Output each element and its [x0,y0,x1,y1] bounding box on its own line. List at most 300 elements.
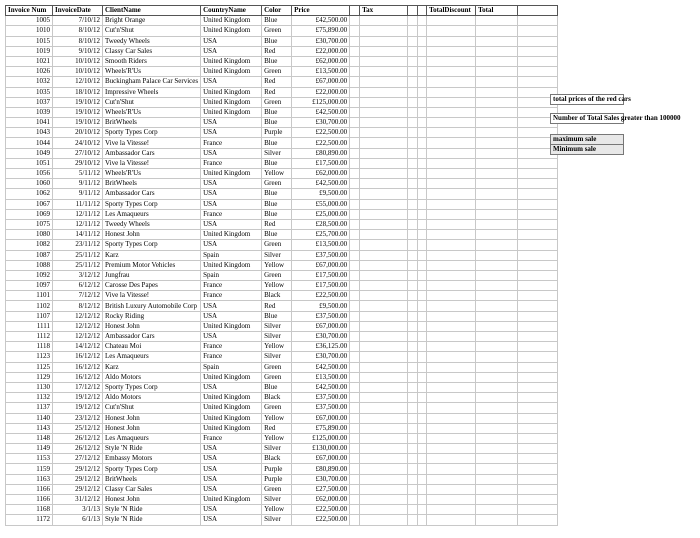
color-cell[interactable]: Red [262,219,292,229]
empty-cell[interactable] [408,332,418,342]
price-cell[interactable]: £9,500.00 [292,301,350,311]
empty-cell[interactable] [418,393,427,403]
empty-cell[interactable] [360,26,408,36]
empty-cell[interactable] [427,270,476,280]
empty-cell[interactable] [350,464,360,474]
invoice-date-cell[interactable]: 24/10/12 [53,138,103,148]
empty-cell[interactable] [476,433,518,443]
empty-cell[interactable] [360,260,408,270]
empty-cell[interactable] [518,230,558,240]
invoice-date-cell[interactable]: 12/11/12 [53,209,103,219]
empty-cell[interactable] [408,505,418,515]
empty-cell[interactable] [518,67,558,77]
header-invoice-num[interactable]: Invoice Num [6,6,53,16]
empty-cell[interactable] [418,46,427,56]
empty-cell[interactable] [418,423,427,433]
empty-cell[interactable] [418,209,427,219]
empty-cell[interactable] [518,362,558,372]
empty-cell[interactable] [408,97,418,107]
empty-cell[interactable] [360,67,408,77]
color-cell[interactable]: Blue [262,56,292,66]
client-name-cell[interactable]: Wheels'R'Us [103,107,201,117]
client-name-cell[interactable]: Classy Car Sales [103,46,201,56]
empty-cell[interactable] [418,413,427,423]
country-name-cell[interactable]: USA [201,128,262,138]
empty-cell[interactable] [418,189,427,199]
empty-cell[interactable] [518,393,558,403]
client-name-cell[interactable]: Tweedy Wheels [103,219,201,229]
empty-cell[interactable] [350,46,360,56]
country-name-cell[interactable]: United Kingdom [201,16,262,26]
empty-cell[interactable] [476,26,518,36]
invoice-number-cell[interactable]: 1075 [6,219,53,229]
header-total[interactable]: Total [476,6,518,16]
header-client-name[interactable]: ClientName [103,6,201,16]
empty-cell[interactable] [408,515,418,525]
invoice-number-cell[interactable]: 1005 [6,16,53,26]
country-name-cell[interactable]: USA [201,179,262,189]
color-cell[interactable]: Blue [262,189,292,199]
empty-cell[interactable] [418,240,427,250]
empty-cell[interactable] [418,433,427,443]
empty-cell[interactable] [408,118,418,128]
invoice-number-cell[interactable]: 1129 [6,372,53,382]
empty-cell[interactable] [476,169,518,179]
empty-cell[interactable] [350,56,360,66]
empty-cell[interactable] [408,67,418,77]
empty-cell[interactable] [427,179,476,189]
price-cell[interactable]: £22,500.00 [292,291,350,301]
empty-cell[interactable] [427,46,476,56]
country-name-cell[interactable]: United Kingdom [201,260,262,270]
empty-cell[interactable] [408,321,418,331]
empty-cell[interactable] [418,6,427,16]
empty-cell[interactable] [427,97,476,107]
empty-cell[interactable] [476,209,518,219]
empty-cell[interactable] [427,240,476,250]
empty-cell[interactable] [476,46,518,56]
color-cell[interactable]: Silver [262,444,292,454]
empty-cell[interactable] [408,26,418,36]
color-cell[interactable]: Green [262,403,292,413]
invoice-date-cell[interactable]: 19/10/12 [53,107,103,117]
country-name-cell[interactable]: United Kingdom [201,26,262,36]
empty-cell[interactable] [518,301,558,311]
color-cell[interactable]: Silver [262,148,292,158]
empty-cell[interactable] [476,250,518,260]
empty-cell[interactable] [427,260,476,270]
price-cell[interactable]: £22,500.00 [292,505,350,515]
empty-cell[interactable] [518,46,558,56]
invoice-number-cell[interactable]: 1032 [6,77,53,87]
empty-cell[interactable] [476,515,518,525]
price-cell[interactable]: £42,500.00 [292,179,350,189]
empty-cell[interactable] [476,352,518,362]
empty-cell[interactable] [476,199,518,209]
empty-cell[interactable] [427,209,476,219]
empty-cell[interactable] [518,209,558,219]
empty-cell[interactable] [408,464,418,474]
empty-cell[interactable] [427,413,476,423]
invoice-date-cell[interactable]: 19/12/12 [53,393,103,403]
empty-cell[interactable] [476,484,518,494]
empty-cell[interactable] [408,56,418,66]
price-cell[interactable]: £13,500.00 [292,372,350,382]
invoice-number-cell[interactable]: 1172 [6,515,53,525]
empty-cell[interactable] [427,118,476,128]
client-name-cell[interactable]: BritWheels [103,118,201,128]
client-name-cell[interactable]: Style 'N Ride [103,444,201,454]
empty-cell[interactable] [518,291,558,301]
empty-cell[interactable] [518,6,558,16]
price-cell[interactable]: £30,700.00 [292,36,350,46]
color-cell[interactable]: Blue [262,158,292,168]
client-name-cell[interactable]: Style 'N Ride [103,515,201,525]
empty-cell[interactable] [350,107,360,117]
color-cell[interactable]: Blue [262,118,292,128]
client-name-cell[interactable]: Impressive Wheels [103,87,201,97]
empty-cell[interactable] [360,158,408,168]
price-cell[interactable]: £75,890.00 [292,423,350,433]
empty-cell[interactable] [408,342,418,352]
empty-cell[interactable] [350,148,360,158]
country-name-cell[interactable]: USA [201,301,262,311]
empty-cell[interactable] [418,382,427,392]
empty-cell[interactable] [418,281,427,291]
empty-cell[interactable] [476,87,518,97]
empty-cell[interactable] [408,128,418,138]
invoice-number-cell[interactable]: 1035 [6,87,53,97]
empty-cell[interactable] [408,423,418,433]
invoice-number-cell[interactable]: 1049 [6,148,53,158]
color-cell[interactable]: Silver [262,250,292,260]
empty-cell[interactable] [350,67,360,77]
client-name-cell[interactable]: Jungfrau [103,270,201,280]
empty-cell[interactable] [518,270,558,280]
empty-cell[interactable] [427,332,476,342]
country-name-cell[interactable]: USA [201,199,262,209]
empty-cell[interactable] [427,16,476,26]
empty-cell[interactable] [408,169,418,179]
empty-cell[interactable] [476,332,518,342]
empty-cell[interactable] [427,56,476,66]
empty-cell[interactable] [360,474,408,484]
price-cell[interactable]: £37,500.00 [292,311,350,321]
client-name-cell[interactable]: Smooth Riders [103,56,201,66]
empty-cell[interactable] [408,372,418,382]
client-name-cell[interactable]: Karz [103,362,201,372]
empty-cell[interactable] [476,148,518,158]
color-cell[interactable]: Blue [262,230,292,240]
invoice-number-cell[interactable]: 1069 [6,209,53,219]
client-name-cell[interactable]: Les Amaqueurs [103,352,201,362]
invoice-date-cell[interactable]: 19/10/12 [53,97,103,107]
invoice-date-cell[interactable]: 8/10/12 [53,36,103,46]
color-cell[interactable]: Yellow [262,413,292,423]
invoice-number-cell[interactable]: 1123 [6,352,53,362]
empty-cell[interactable] [408,382,418,392]
color-cell[interactable]: Green [262,240,292,250]
empty-cell[interactable] [350,230,360,240]
color-cell[interactable]: Blue [262,138,292,148]
invoice-number-cell[interactable]: 1140 [6,413,53,423]
country-name-cell[interactable]: United Kingdom [201,107,262,117]
invoice-date-cell[interactable]: 12/11/12 [53,219,103,229]
price-cell[interactable]: £80,890.00 [292,464,350,474]
invoice-number-cell[interactable]: 1037 [6,97,53,107]
empty-cell[interactable] [360,403,408,413]
invoice-date-cell[interactable]: 10/10/12 [53,67,103,77]
empty-cell[interactable] [360,250,408,260]
color-cell[interactable]: Blue [262,311,292,321]
color-cell[interactable]: Blue [262,36,292,46]
color-cell[interactable]: Green [262,97,292,107]
price-cell[interactable]: £30,700.00 [292,118,350,128]
empty-cell[interactable] [427,362,476,372]
empty-cell[interactable] [476,393,518,403]
country-name-cell[interactable]: France [201,291,262,301]
invoice-number-cell[interactable]: 1118 [6,342,53,352]
color-cell[interactable]: Yellow [262,342,292,352]
color-cell[interactable]: Red [262,87,292,97]
empty-cell[interactable] [408,393,418,403]
empty-cell[interactable] [427,474,476,484]
empty-cell[interactable] [418,169,427,179]
empty-cell[interactable] [476,454,518,464]
country-name-cell[interactable]: USA [201,77,262,87]
invoice-number-cell[interactable]: 1080 [6,230,53,240]
empty-cell[interactable] [427,87,476,97]
empty-cell[interactable] [476,260,518,270]
invoice-date-cell[interactable]: 3/12/12 [53,270,103,280]
color-cell[interactable]: Black [262,454,292,464]
empty-cell[interactable] [360,77,408,87]
country-name-cell[interactable]: USA [201,240,262,250]
empty-cell[interactable] [360,362,408,372]
invoice-number-cell[interactable]: 1163 [6,474,53,484]
invoice-number-cell[interactable]: 1062 [6,189,53,199]
maximum-sale-label[interactable]: maximum sale [550,134,624,145]
invoice-number-cell[interactable]: 1043 [6,128,53,138]
empty-cell[interactable] [476,321,518,331]
empty-cell[interactable] [418,515,427,525]
client-name-cell[interactable]: Les Amaqueurs [103,433,201,443]
color-cell[interactable]: Purple [262,128,292,138]
empty-cell[interactable] [360,484,408,494]
price-cell[interactable]: £42,500.00 [292,107,350,117]
country-name-cell[interactable]: USA [201,382,262,392]
country-name-cell[interactable]: United Kingdom [201,403,262,413]
empty-cell[interactable] [418,495,427,505]
invoice-date-cell[interactable]: 16/12/12 [53,372,103,382]
color-cell[interactable]: Blue [262,16,292,26]
empty-cell[interactable] [360,97,408,107]
empty-cell[interactable] [408,16,418,26]
client-name-cell[interactable]: Sporty Types Corp [103,382,201,392]
empty-cell[interactable] [360,454,408,464]
empty-cell[interactable] [350,281,360,291]
empty-cell[interactable] [427,393,476,403]
empty-cell[interactable] [350,413,360,423]
invoice-date-cell[interactable]: 25/11/12 [53,250,103,260]
empty-cell[interactable] [408,6,418,16]
empty-cell[interactable] [408,474,418,484]
empty-cell[interactable] [418,362,427,372]
empty-cell[interactable] [418,107,427,117]
empty-cell[interactable] [427,128,476,138]
empty-cell[interactable] [360,352,408,362]
empty-cell[interactable] [427,189,476,199]
invoice-date-cell[interactable]: 19/12/12 [53,403,103,413]
empty-cell[interactable] [350,87,360,97]
price-cell[interactable]: £42,500.00 [292,362,350,372]
invoice-number-cell[interactable]: 1019 [6,46,53,56]
empty-cell[interactable] [408,301,418,311]
empty-cell[interactable] [427,505,476,515]
color-cell[interactable]: Green [262,26,292,36]
empty-cell[interactable] [350,403,360,413]
empty-cell[interactable] [427,433,476,443]
price-cell[interactable]: £13,500.00 [292,240,350,250]
country-name-cell[interactable]: United Kingdom [201,321,262,331]
empty-cell[interactable] [360,118,408,128]
empty-cell[interactable] [350,505,360,515]
invoice-date-cell[interactable]: 14/11/12 [53,230,103,240]
header-total-discount[interactable]: TotalDiscount [427,6,476,16]
empty-cell[interactable] [518,250,558,260]
invoice-number-cell[interactable]: 1082 [6,240,53,250]
empty-cell[interactable] [476,67,518,77]
price-cell[interactable]: £9,500.00 [292,189,350,199]
country-name-cell[interactable]: United Kingdom [201,423,262,433]
empty-cell[interactable] [518,413,558,423]
empty-cell[interactable] [427,281,476,291]
empty-cell[interactable] [427,382,476,392]
empty-cell[interactable] [518,403,558,413]
empty-cell[interactable] [350,16,360,26]
empty-cell[interactable] [518,464,558,474]
empty-cell[interactable] [408,250,418,260]
client-name-cell[interactable]: Embassy Motors [103,454,201,464]
empty-cell[interactable] [476,423,518,433]
price-cell[interactable]: £67,000.00 [292,260,350,270]
empty-cell[interactable] [418,321,427,331]
client-name-cell[interactable]: Chateau Moi [103,342,201,352]
color-cell[interactable]: Yellow [262,260,292,270]
color-cell[interactable]: Yellow [262,281,292,291]
empty-cell[interactable] [427,250,476,260]
country-name-cell[interactable]: USA [201,474,262,484]
price-cell[interactable]: £42,500.00 [292,16,350,26]
empty-cell[interactable] [360,444,408,454]
empty-cell[interactable] [427,77,476,87]
empty-cell[interactable] [418,484,427,494]
empty-cell[interactable] [427,291,476,301]
invoice-number-cell[interactable]: 1166 [6,495,53,505]
empty-cell[interactable] [350,26,360,36]
empty-cell[interactable] [518,281,558,291]
price-cell[interactable]: £42,500.00 [292,382,350,392]
empty-cell[interactable] [418,87,427,97]
empty-cell[interactable] [360,291,408,301]
country-name-cell[interactable]: USA [201,484,262,494]
empty-cell[interactable] [350,199,360,209]
empty-cell[interactable] [350,321,360,331]
country-name-cell[interactable]: United Kingdom [201,97,262,107]
client-name-cell[interactable]: Cut'n'Shut [103,26,201,36]
color-cell[interactable]: Purple [262,464,292,474]
color-cell[interactable]: Green [262,484,292,494]
empty-cell[interactable] [408,403,418,413]
color-cell[interactable]: Yellow [262,433,292,443]
empty-cell[interactable] [476,179,518,189]
empty-cell[interactable] [476,301,518,311]
empty-cell[interactable] [350,240,360,250]
empty-cell[interactable] [476,16,518,26]
invoice-date-cell[interactable]: 16/12/12 [53,362,103,372]
empty-cell[interactable] [518,352,558,362]
empty-cell[interactable] [350,423,360,433]
empty-cell[interactable] [518,484,558,494]
invoice-number-cell[interactable]: 1143 [6,423,53,433]
empty-cell[interactable] [427,515,476,525]
empty-cell[interactable] [360,240,408,250]
empty-cell[interactable] [350,118,360,128]
client-name-cell[interactable]: Wheels'R'Us [103,67,201,77]
price-cell[interactable]: £67,000.00 [292,321,350,331]
country-name-cell[interactable]: Spain [201,250,262,260]
invoice-date-cell[interactable]: 12/12/12 [53,332,103,342]
invoice-number-cell[interactable]: 1060 [6,179,53,189]
client-name-cell[interactable]: Sporty Types Corp [103,199,201,209]
empty-cell[interactable] [476,362,518,372]
empty-cell[interactable] [360,16,408,26]
empty-cell[interactable] [350,138,360,148]
empty-cell[interactable] [408,240,418,250]
empty-cell[interactable] [350,6,360,16]
header-price[interactable]: Price [292,6,350,16]
empty-cell[interactable] [350,77,360,87]
empty-cell[interactable] [418,372,427,382]
price-cell[interactable]: £67,000.00 [292,454,350,464]
empty-cell[interactable] [476,505,518,515]
invoice-date-cell[interactable]: 5/11/12 [53,169,103,179]
invoice-date-cell[interactable]: 10/10/12 [53,56,103,66]
empty-cell[interactable] [418,301,427,311]
empty-cell[interactable] [418,250,427,260]
client-name-cell[interactable]: Vive la Vitesse! [103,291,201,301]
empty-cell[interactable] [408,219,418,229]
header-color[interactable]: Color [262,6,292,16]
empty-cell[interactable] [476,270,518,280]
color-cell[interactable]: Green [262,372,292,382]
invoice-date-cell[interactable]: 9/10/12 [53,46,103,56]
invoice-date-cell[interactable]: 11/11/12 [53,199,103,209]
invoice-date-cell[interactable]: 26/12/12 [53,433,103,443]
client-name-cell[interactable]: Sporty Types Corp [103,128,201,138]
empty-cell[interactable] [518,311,558,321]
invoice-number-cell[interactable]: 1159 [6,464,53,474]
price-cell[interactable]: £30,700.00 [292,352,350,362]
invoice-number-cell[interactable]: 1026 [6,67,53,77]
empty-cell[interactable] [476,311,518,321]
empty-cell[interactable] [350,342,360,352]
empty-cell[interactable] [476,77,518,87]
empty-cell[interactable] [427,301,476,311]
empty-cell[interactable] [350,393,360,403]
country-name-cell[interactable]: France [201,433,262,443]
empty-cell[interactable] [360,270,408,280]
